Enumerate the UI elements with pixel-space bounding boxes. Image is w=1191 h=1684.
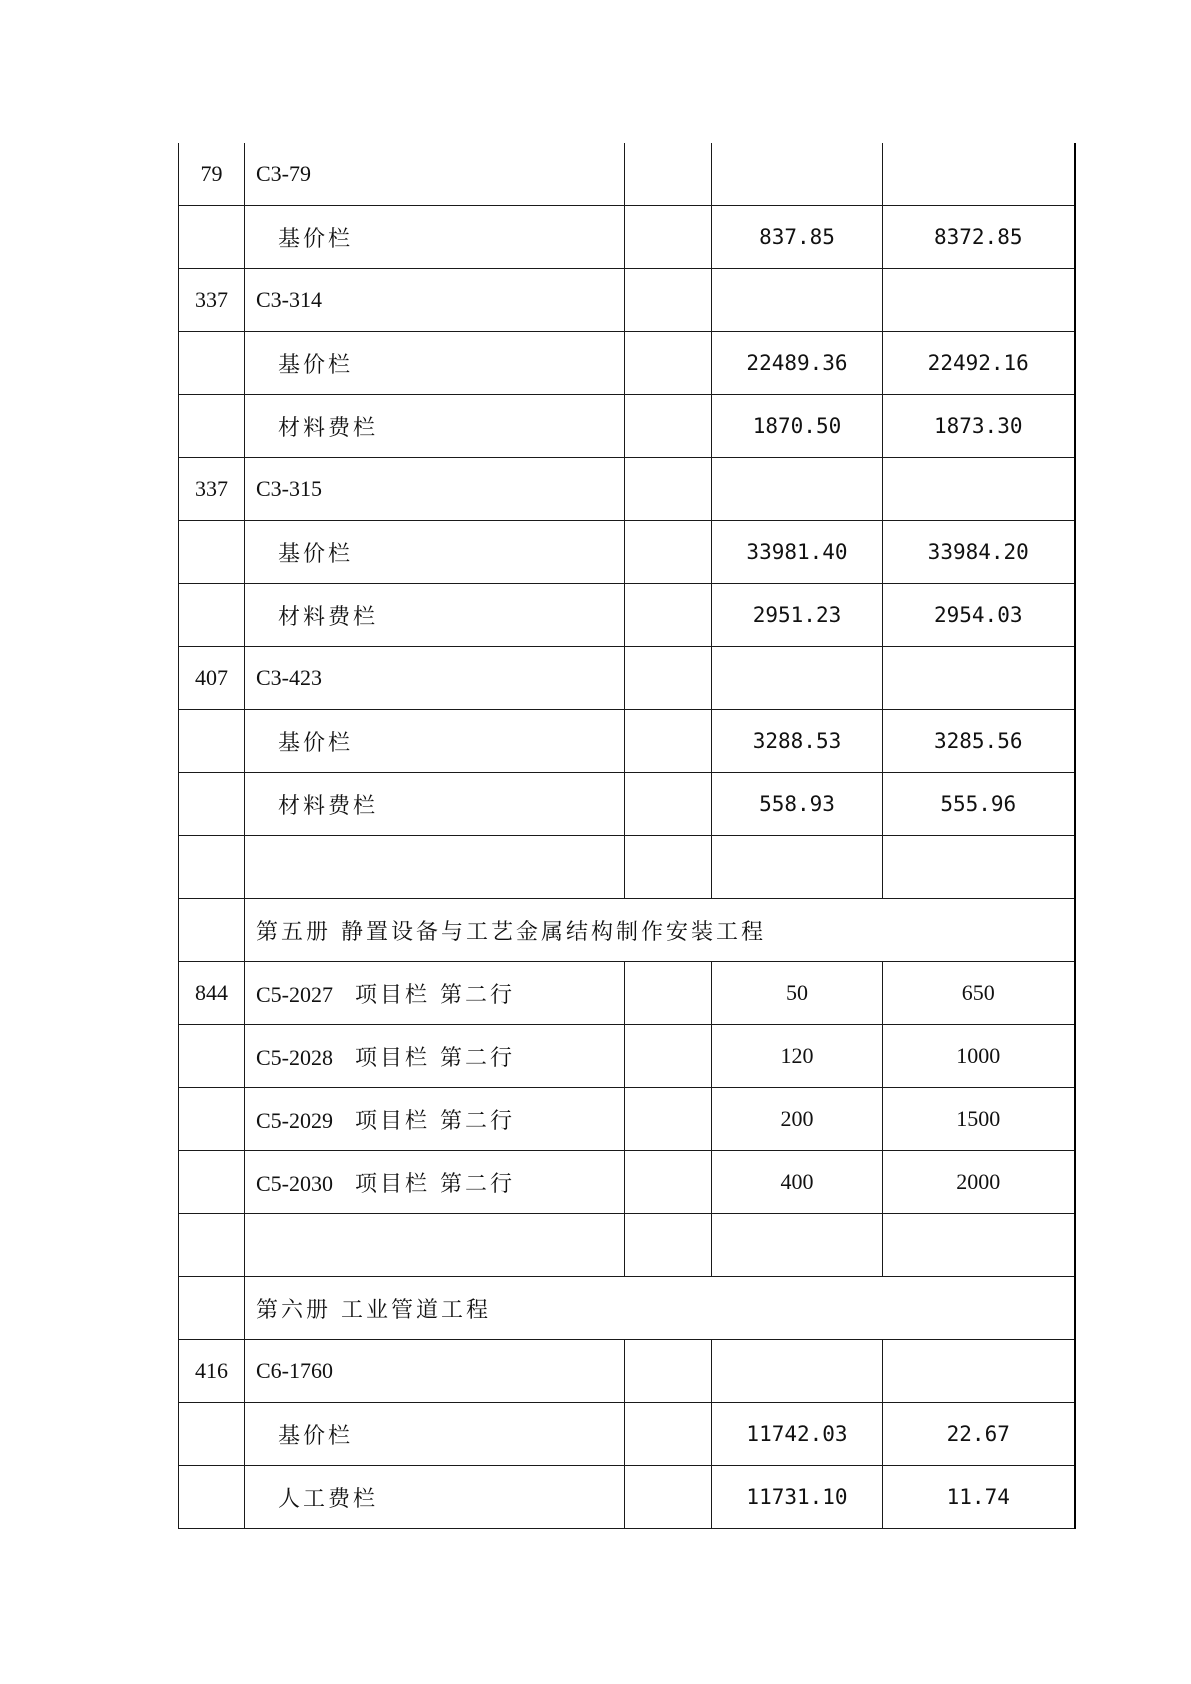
serial-number-cell xyxy=(179,521,245,584)
corrected-value-cell: 8372.85 xyxy=(883,206,1075,269)
section-title-cell: 第五册 静置设备与工艺金属结构制作安装工程 xyxy=(245,899,1075,962)
item-cell xyxy=(245,836,625,899)
original-value-cell: 558.93 xyxy=(712,773,883,836)
original-value-cell: 400 xyxy=(712,1151,883,1214)
item-cell xyxy=(245,458,625,521)
quota-code: C3-423 xyxy=(256,665,322,690)
blank-column-cell xyxy=(625,836,712,899)
serial-number-cell: 337 xyxy=(179,269,245,332)
blank-column-cell xyxy=(625,584,712,647)
table-row xyxy=(179,962,1075,1025)
original-value-cell: 1870.50 xyxy=(712,395,883,458)
item-cell xyxy=(245,206,625,269)
serial-number-cell xyxy=(179,206,245,269)
blank-column-cell xyxy=(625,710,712,773)
corrected-value-cell: 2954.03 xyxy=(883,584,1075,647)
original-value-cell: 11742.03 xyxy=(712,1403,883,1466)
blank-column-cell xyxy=(625,1466,712,1529)
serial-number-cell xyxy=(179,332,245,395)
item-cell xyxy=(245,1403,625,1466)
serial-number-cell xyxy=(179,395,245,458)
serial-number-cell xyxy=(179,710,245,773)
section-heading-row xyxy=(179,899,1075,962)
table-row xyxy=(179,143,1075,206)
original-value-cell xyxy=(712,269,883,332)
item-label: 基价栏 xyxy=(278,730,354,756)
original-value-cell: 200 xyxy=(712,1088,883,1151)
corrected-value-cell xyxy=(883,1214,1075,1277)
table-row xyxy=(179,458,1075,521)
item-cell xyxy=(245,1466,625,1529)
blank-column-cell xyxy=(625,1151,712,1214)
serial-number-cell xyxy=(179,1088,245,1151)
corrected-value-cell: 650 xyxy=(883,962,1075,1025)
item-label: 基价栏 xyxy=(278,1423,354,1449)
serial-number-cell xyxy=(179,1277,245,1340)
corrected-value-cell: 2000 xyxy=(883,1151,1075,1214)
item-cell xyxy=(245,962,625,1025)
item-cell xyxy=(245,1214,625,1277)
item-cell xyxy=(245,584,625,647)
serial-number-cell: 416 xyxy=(179,1340,245,1403)
corrected-value-cell xyxy=(883,143,1075,206)
quota-code: C5-2029 xyxy=(256,1107,333,1133)
corrected-value-cell: 1873.30 xyxy=(883,395,1075,458)
errata-table-body xyxy=(179,143,1075,1529)
errata-table xyxy=(178,143,1076,1529)
item-label: 基价栏 xyxy=(278,352,354,378)
item-label: 项目栏 第二行 xyxy=(355,1171,515,1197)
item-cell xyxy=(245,1151,625,1214)
item-label: 项目栏 第二行 xyxy=(355,1108,515,1134)
original-value-cell xyxy=(712,1340,883,1403)
original-value-cell xyxy=(712,143,883,206)
serial-number-cell xyxy=(179,1214,245,1277)
quota-code: C3-314 xyxy=(256,287,322,312)
original-value-cell: 837.85 xyxy=(712,206,883,269)
quota-code: C3-315 xyxy=(256,476,322,501)
serial-number-cell xyxy=(179,1025,245,1088)
blank-column-cell xyxy=(625,1214,712,1277)
item-label: 材料费栏 xyxy=(278,793,379,819)
blank-column-cell xyxy=(625,521,712,584)
table-row xyxy=(179,1151,1075,1214)
original-value-cell: 33981.40 xyxy=(712,521,883,584)
item-label: 项目栏 第二行 xyxy=(355,1045,515,1071)
table-row xyxy=(179,647,1075,710)
blank-column-cell xyxy=(625,647,712,710)
serial-number-cell: 844 xyxy=(179,962,245,1025)
original-value-cell xyxy=(712,647,883,710)
item-cell xyxy=(245,143,625,206)
serial-number-cell: 407 xyxy=(179,647,245,710)
corrected-value-cell xyxy=(883,836,1075,899)
quota-code: C3-79 xyxy=(256,161,311,186)
original-value-cell: 50 xyxy=(712,962,883,1025)
original-value-cell: 2951.23 xyxy=(712,584,883,647)
original-value-cell: 120 xyxy=(712,1025,883,1088)
serial-number-cell xyxy=(179,1403,245,1466)
blank-column-cell xyxy=(625,1025,712,1088)
table-row xyxy=(179,1214,1075,1277)
item-label: 项目栏 第二行 xyxy=(355,982,515,1008)
item-label: 人工费栏 xyxy=(278,1486,379,1512)
blank-column-cell xyxy=(625,1403,712,1466)
table-row xyxy=(179,773,1075,836)
table-row xyxy=(179,1466,1075,1529)
blank-column-cell xyxy=(625,206,712,269)
serial-number-cell xyxy=(179,1466,245,1529)
item-cell xyxy=(245,710,625,773)
corrected-value-cell: 1000 xyxy=(883,1025,1075,1088)
original-value-cell xyxy=(712,458,883,521)
corrected-value-cell: 1500 xyxy=(883,1088,1075,1151)
original-value-cell: 22489.36 xyxy=(712,332,883,395)
original-value-cell: 11731.10 xyxy=(712,1466,883,1529)
item-label: 基价栏 xyxy=(278,541,354,567)
blank-column-cell xyxy=(625,1340,712,1403)
section-title-cell: 第六册 工业管道工程 xyxy=(245,1277,1075,1340)
table-row xyxy=(179,332,1075,395)
item-cell xyxy=(245,269,625,332)
table-row xyxy=(179,269,1075,332)
table-row xyxy=(179,1340,1075,1403)
table-row xyxy=(179,206,1075,269)
original-value-cell xyxy=(712,1214,883,1277)
blank-column-cell xyxy=(625,773,712,836)
table-row xyxy=(179,1403,1075,1466)
quota-code: C5-2028 xyxy=(256,1044,333,1070)
original-value-cell xyxy=(712,836,883,899)
quota-code: C5-2030 xyxy=(256,1170,333,1196)
table-row xyxy=(179,521,1075,584)
item-cell xyxy=(245,395,625,458)
original-value-cell: 3288.53 xyxy=(712,710,883,773)
item-label: 基价栏 xyxy=(278,226,354,252)
table-row xyxy=(179,710,1075,773)
item-cell xyxy=(245,773,625,836)
table-row xyxy=(179,1025,1075,1088)
blank-column-cell xyxy=(625,332,712,395)
serial-number-cell xyxy=(179,584,245,647)
serial-number-cell xyxy=(179,1151,245,1214)
corrected-value-cell: 555.96 xyxy=(883,773,1075,836)
corrected-value-cell: 11.74 xyxy=(883,1466,1075,1529)
item-cell xyxy=(245,521,625,584)
serial-number-cell xyxy=(179,899,245,962)
corrected-value-cell xyxy=(883,269,1075,332)
item-cell xyxy=(245,1088,625,1151)
blank-column-cell xyxy=(625,395,712,458)
corrected-value-cell xyxy=(883,1340,1075,1403)
quota-code: C5-2027 xyxy=(256,981,333,1007)
blank-column-cell xyxy=(625,962,712,1025)
corrected-value-cell xyxy=(883,647,1075,710)
table-row xyxy=(179,584,1075,647)
corrected-value-cell: 3285.56 xyxy=(883,710,1075,773)
serial-number-cell xyxy=(179,773,245,836)
corrected-value-cell xyxy=(883,458,1075,521)
blank-column-cell xyxy=(625,143,712,206)
serial-number-cell xyxy=(179,836,245,899)
corrected-value-cell: 22492.16 xyxy=(883,332,1075,395)
corrected-value-cell: 22.67 xyxy=(883,1403,1075,1466)
serial-number-cell: 337 xyxy=(179,458,245,521)
quota-code: C6-1760 xyxy=(256,1358,333,1383)
item-label: 材料费栏 xyxy=(278,415,379,441)
item-cell xyxy=(245,1025,625,1088)
item-label: 材料费栏 xyxy=(278,604,379,630)
corrected-value-cell: 33984.20 xyxy=(883,521,1075,584)
item-cell xyxy=(245,647,625,710)
blank-column-cell xyxy=(625,458,712,521)
item-cell xyxy=(245,332,625,395)
table-row xyxy=(179,836,1075,899)
table-row xyxy=(179,1088,1075,1151)
blank-column-cell xyxy=(625,269,712,332)
table-row xyxy=(179,395,1075,458)
section-heading-row xyxy=(179,1277,1075,1340)
serial-number-cell: 79 xyxy=(179,143,245,206)
item-cell xyxy=(245,1340,625,1403)
blank-column-cell xyxy=(625,1088,712,1151)
